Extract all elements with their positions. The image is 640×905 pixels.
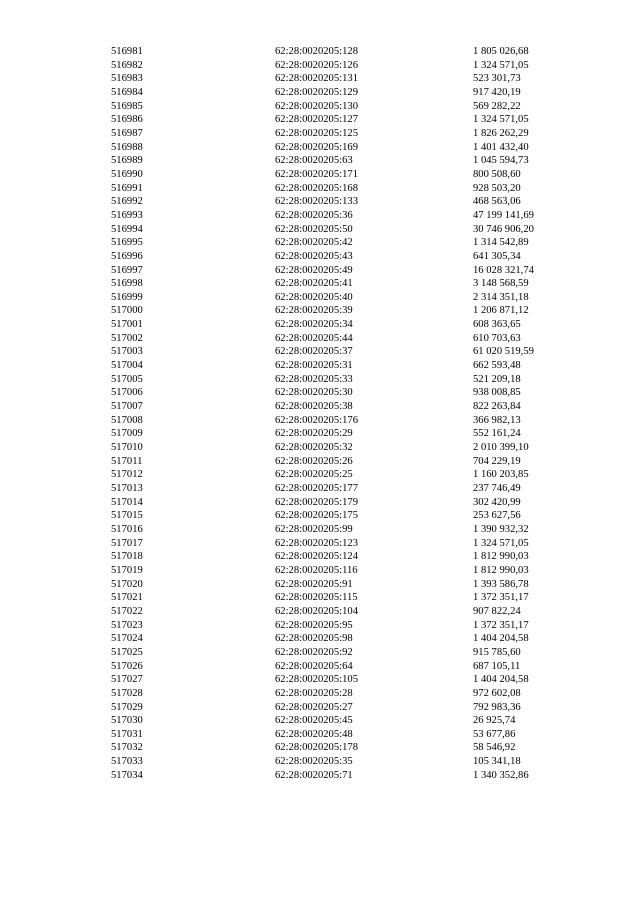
cadastral-value: 521 209,18 bbox=[473, 373, 521, 385]
cadastral-value: 1 160 203,85 bbox=[473, 469, 529, 481]
table-row bbox=[0, 673, 640, 687]
table-row bbox=[0, 427, 640, 441]
row-number: 517025 bbox=[111, 646, 143, 658]
row-number: 517021 bbox=[111, 592, 143, 604]
cadastral-value: 1 206 871,12 bbox=[473, 305, 529, 317]
cadastral-value: 552 161,24 bbox=[473, 428, 521, 440]
cadastral-value: 704 229,19 bbox=[473, 455, 521, 467]
row-number: 517034 bbox=[111, 769, 143, 781]
cadastral-value: 2 314 351,18 bbox=[473, 291, 529, 303]
cadastral-number: 62:28:0020205:63 bbox=[275, 155, 353, 167]
cadastral-value: 915 785,60 bbox=[473, 646, 521, 658]
cadastral-number: 62:28:0020205:123 bbox=[275, 537, 358, 549]
row-number: 517019 bbox=[111, 564, 143, 576]
row-number: 517032 bbox=[111, 742, 143, 754]
table-row bbox=[0, 209, 640, 223]
table-row bbox=[0, 509, 640, 523]
cadastral-value: 907 822,24 bbox=[473, 605, 521, 617]
row-number: 516995 bbox=[111, 237, 143, 249]
table-row bbox=[0, 687, 640, 701]
table-row bbox=[0, 769, 640, 783]
cadastral-number: 62:28:0020205:104 bbox=[275, 605, 358, 617]
cadastral-number: 62:28:0020205:25 bbox=[275, 469, 353, 481]
table-row bbox=[0, 59, 640, 73]
table-row bbox=[0, 141, 640, 155]
table-row bbox=[0, 332, 640, 346]
row-number: 516990 bbox=[111, 168, 143, 180]
table-row bbox=[0, 373, 640, 387]
row-number: 517012 bbox=[111, 469, 143, 481]
table-row bbox=[0, 182, 640, 196]
cadastral-number: 62:28:0020205:129 bbox=[275, 86, 358, 98]
cadastral-value: 58 546,92 bbox=[473, 742, 516, 754]
table-row bbox=[0, 741, 640, 755]
table-row bbox=[0, 236, 640, 250]
table-row bbox=[0, 550, 640, 564]
row-number: 516992 bbox=[111, 196, 143, 208]
table-row bbox=[0, 264, 640, 278]
table-row bbox=[0, 482, 640, 496]
cadastral-number: 62:28:0020205:32 bbox=[275, 442, 353, 454]
table-row bbox=[0, 496, 640, 510]
table-row bbox=[0, 277, 640, 291]
table-row bbox=[0, 714, 640, 728]
row-number: 517011 bbox=[111, 455, 143, 467]
cadastral-number: 62:28:0020205:177 bbox=[275, 483, 358, 494]
cadastral-number: 62:28:0020205:64 bbox=[275, 660, 353, 672]
cadastral-value: 1 401 432,40 bbox=[473, 141, 529, 153]
row-number: 517020 bbox=[111, 578, 143, 590]
cadastral-number: 62:28:0020205:116 bbox=[275, 564, 358, 576]
cadastral-value: 938 008,85 bbox=[473, 387, 521, 399]
row-number: 517022 bbox=[111, 605, 143, 617]
cadastral-value: 1 826 262,29 bbox=[473, 127, 529, 139]
row-number: 516999 bbox=[111, 291, 143, 303]
cadastral-number: 62:28:0020205:38 bbox=[275, 401, 353, 413]
row-number: 517015 bbox=[111, 510, 143, 522]
row-number: 516993 bbox=[111, 209, 143, 221]
cadastral-value: 47 199 141,69 bbox=[473, 209, 534, 221]
table-row bbox=[0, 168, 640, 182]
cadastral-number: 62:28:0020205:127 bbox=[275, 114, 358, 126]
row-number: 517013 bbox=[111, 483, 143, 494]
row-number: 516998 bbox=[111, 278, 143, 290]
cadastral-value: 641 305,34 bbox=[473, 250, 521, 262]
table-row bbox=[0, 414, 640, 428]
row-number: 517006 bbox=[111, 387, 143, 399]
cadastral-value: 1 314 542,89 bbox=[473, 237, 529, 249]
cadastral-value: 917 420,19 bbox=[473, 86, 521, 98]
cadastral-value: 253 627,56 bbox=[473, 510, 521, 522]
row-number: 517023 bbox=[111, 619, 143, 631]
table-row bbox=[0, 127, 640, 141]
cadastral-value: 30 746 906,20 bbox=[473, 223, 534, 235]
table-row bbox=[0, 100, 640, 114]
table-row bbox=[0, 728, 640, 742]
cadastral-number: 62:28:0020205:33 bbox=[275, 373, 353, 385]
cadastral-value: 366 982,13 bbox=[473, 414, 521, 426]
cadastral-value: 1 404 204,58 bbox=[473, 674, 529, 686]
cadastral-number: 62:28:0020205:35 bbox=[275, 756, 353, 768]
row-number: 516989 bbox=[111, 155, 143, 167]
table-row bbox=[0, 660, 640, 674]
row-number: 517002 bbox=[111, 332, 143, 344]
row-number: 517031 bbox=[111, 728, 143, 740]
cadastral-number: 62:28:0020205:169 bbox=[275, 141, 358, 153]
cadastral-number: 62:28:0020205:125 bbox=[275, 127, 358, 139]
cadastral-number: 62:28:0020205:131 bbox=[275, 73, 358, 85]
cadastral-number: 62:28:0020205:168 bbox=[275, 182, 358, 194]
cadastral-value: 1 324 571,05 bbox=[473, 114, 529, 126]
cadastral-value: 26 925,74 bbox=[473, 715, 516, 727]
table-row bbox=[0, 250, 640, 264]
cadastral-number: 62:28:0020205:91 bbox=[275, 578, 353, 590]
cadastral-number: 62:28:0020205:36 bbox=[275, 209, 353, 221]
cadastral-value: 1 390 932,32 bbox=[473, 523, 529, 535]
cadastral-number: 62:28:0020205:133 bbox=[275, 196, 358, 208]
row-number: 517026 bbox=[111, 660, 143, 672]
table-row bbox=[0, 86, 640, 100]
table-row bbox=[0, 386, 640, 400]
row-number: 516985 bbox=[111, 100, 143, 112]
table-row bbox=[0, 523, 640, 537]
row-number: 517017 bbox=[111, 537, 143, 549]
table-row bbox=[0, 154, 640, 168]
cadastral-number: 62:28:0020205:92 bbox=[275, 646, 353, 658]
cadastral-number: 62:28:0020205:171 bbox=[275, 168, 358, 180]
cadastral-value: 792 983,36 bbox=[473, 701, 521, 713]
row-number: 517001 bbox=[111, 319, 143, 331]
table-row bbox=[0, 223, 640, 237]
cadastral-number: 62:28:0020205:115 bbox=[275, 592, 358, 604]
table-row bbox=[0, 578, 640, 592]
cadastral-value: 2 010 399,10 bbox=[473, 442, 529, 454]
cadastral-value: 569 282,22 bbox=[473, 100, 521, 112]
row-number: 517000 bbox=[111, 305, 143, 317]
row-number: 517028 bbox=[111, 687, 143, 699]
cadastral-value: 928 503,20 bbox=[473, 182, 521, 194]
cadastral-number: 62:28:0020205:37 bbox=[275, 346, 353, 358]
cadastral-number: 62:28:0020205:175 bbox=[275, 510, 358, 522]
row-number: 516986 bbox=[111, 114, 143, 126]
cadastral-number: 62:28:0020205:98 bbox=[275, 633, 353, 645]
row-number: 517007 bbox=[111, 401, 143, 413]
row-number: 517004 bbox=[111, 360, 143, 372]
row-number: 517009 bbox=[111, 428, 143, 440]
row-number: 517003 bbox=[111, 346, 143, 358]
cadastral-value: 1 393 586,78 bbox=[473, 578, 529, 590]
table-row bbox=[0, 646, 640, 660]
cadastral-value: 468 563,06 bbox=[473, 196, 521, 208]
cadastral-value: 1 340 352,86 bbox=[473, 769, 529, 781]
row-number: 516991 bbox=[111, 182, 143, 194]
row-number: 516996 bbox=[111, 250, 143, 262]
cadastral-number: 62:28:0020205:178 bbox=[275, 742, 358, 754]
cadastral-number: 62:28:0020205:99 bbox=[275, 523, 353, 535]
table-row bbox=[0, 441, 640, 455]
cadastral-number: 62:28:0020205:44 bbox=[275, 332, 353, 344]
cadastral-number: 62:28:0020205:48 bbox=[275, 728, 353, 740]
cadastral-value: 1 404 204,58 bbox=[473, 633, 529, 645]
cadastral-value: 608 363,65 bbox=[473, 319, 521, 331]
table-row bbox=[0, 564, 640, 578]
table-row bbox=[0, 359, 640, 373]
cadastral-value: 1 372 351,17 bbox=[473, 592, 529, 604]
cadastral-number: 62:28:0020205:42 bbox=[275, 237, 353, 249]
cadastral-number: 62:28:0020205:124 bbox=[275, 551, 358, 563]
cadastral-value: 105 341,18 bbox=[473, 756, 521, 768]
cadastral-number: 62:28:0020205:176 bbox=[275, 414, 358, 426]
table-row bbox=[0, 291, 640, 305]
cadastral-value: 1 045 594,73 bbox=[473, 155, 529, 167]
table-row bbox=[0, 345, 640, 359]
table-row bbox=[0, 304, 640, 318]
row-number: 517005 bbox=[111, 373, 143, 385]
cadastral-value: 523 301,73 bbox=[473, 73, 521, 85]
row-number: 517033 bbox=[111, 756, 143, 768]
row-number: 516988 bbox=[111, 141, 143, 153]
table-row bbox=[0, 632, 640, 646]
table-row bbox=[0, 400, 640, 414]
table-row bbox=[0, 113, 640, 127]
cadastral-value: 1 372 351,17 bbox=[473, 619, 529, 631]
cadastral-number: 62:28:0020205:43 bbox=[275, 250, 353, 262]
row-number: 516983 bbox=[111, 73, 143, 85]
table-row bbox=[0, 318, 640, 332]
cadastral-value: 61 020 519,59 bbox=[473, 346, 534, 358]
cadastral-number: 62:28:0020205:41 bbox=[275, 278, 353, 290]
cadastral-number: 62:28:0020205:71 bbox=[275, 769, 353, 781]
cadastral-number: 62:28:0020205:128 bbox=[275, 46, 358, 57]
table-row bbox=[0, 605, 640, 619]
row-number: 516994 bbox=[111, 223, 143, 235]
cadastral-number: 62:28:0020205:30 bbox=[275, 387, 353, 399]
row-number: 516984 bbox=[111, 86, 143, 98]
table-row bbox=[0, 537, 640, 551]
cadastral-value: 1 324 571,05 bbox=[473, 537, 529, 549]
table-row bbox=[0, 591, 640, 605]
table-row bbox=[0, 455, 640, 469]
row-number: 517024 bbox=[111, 633, 143, 645]
row-number: 517027 bbox=[111, 674, 143, 686]
cadastral-number: 62:28:0020205:28 bbox=[275, 687, 353, 699]
row-number: 517030 bbox=[111, 715, 143, 727]
cadastral-number: 62:28:0020205:49 bbox=[275, 264, 353, 276]
cadastral-number: 62:28:0020205:105 bbox=[275, 674, 358, 686]
table-row bbox=[0, 195, 640, 209]
row-number: 516987 bbox=[111, 127, 143, 139]
table-row bbox=[0, 45, 640, 59]
cadastral-value: 302 420,99 bbox=[473, 496, 521, 508]
cadastral-value-table bbox=[0, 45, 640, 782]
cadastral-value: 53 677,86 bbox=[473, 728, 516, 740]
cadastral-number: 62:28:0020205:45 bbox=[275, 715, 353, 727]
cadastral-value: 972 602,08 bbox=[473, 687, 521, 699]
row-number: 517029 bbox=[111, 701, 143, 713]
cadastral-value: 1 812 990,03 bbox=[473, 564, 529, 576]
row-number: 517014 bbox=[111, 496, 143, 508]
table-row bbox=[0, 468, 640, 482]
cadastral-value: 662 593,48 bbox=[473, 360, 521, 372]
table-row bbox=[0, 72, 640, 86]
cadastral-number: 62:28:0020205:130 bbox=[275, 100, 358, 112]
row-number: 516982 bbox=[111, 59, 143, 71]
row-number: 517010 bbox=[111, 442, 143, 454]
cadastral-value: 800 508,60 bbox=[473, 168, 521, 180]
row-number: 517018 bbox=[111, 551, 143, 563]
cadastral-number: 62:28:0020205:95 bbox=[275, 619, 353, 631]
cadastral-number: 62:28:0020205:40 bbox=[275, 291, 353, 303]
table-row bbox=[0, 701, 640, 715]
cadastral-value: 16 028 321,74 bbox=[473, 264, 534, 276]
cadastral-number: 62:28:0020205:179 bbox=[275, 496, 358, 508]
cadastral-number: 62:28:0020205:31 bbox=[275, 360, 353, 372]
cadastral-value: 610 703,63 bbox=[473, 332, 521, 344]
cadastral-number: 62:28:0020205:29 bbox=[275, 428, 353, 440]
row-number: 516981 bbox=[111, 46, 143, 57]
table-row bbox=[0, 755, 640, 769]
row-number: 516997 bbox=[111, 264, 143, 276]
cadastral-number: 62:28:0020205:39 bbox=[275, 305, 353, 317]
cadastral-value: 687 105,11 bbox=[473, 660, 521, 672]
row-number: 517016 bbox=[111, 523, 143, 535]
cadastral-value: 1 812 990,03 bbox=[473, 551, 529, 563]
cadastral-number: 62:28:0020205:26 bbox=[275, 455, 353, 467]
row-number: 517008 bbox=[111, 414, 143, 426]
cadastral-value: 3 148 568,59 bbox=[473, 278, 529, 290]
cadastral-value: 1 805 026,68 bbox=[473, 46, 529, 57]
cadastral-value: 1 324 571,05 bbox=[473, 59, 529, 71]
cadastral-number: 62:28:0020205:126 bbox=[275, 59, 358, 71]
cadastral-number: 62:28:0020205:50 bbox=[275, 223, 353, 235]
cadastral-number: 62:28:0020205:34 bbox=[275, 319, 353, 331]
cadastral-value: 822 263,84 bbox=[473, 401, 521, 413]
cadastral-value: 237 746,49 bbox=[473, 483, 521, 494]
table-row bbox=[0, 619, 640, 633]
cadastral-number: 62:28:0020205:27 bbox=[275, 701, 353, 713]
